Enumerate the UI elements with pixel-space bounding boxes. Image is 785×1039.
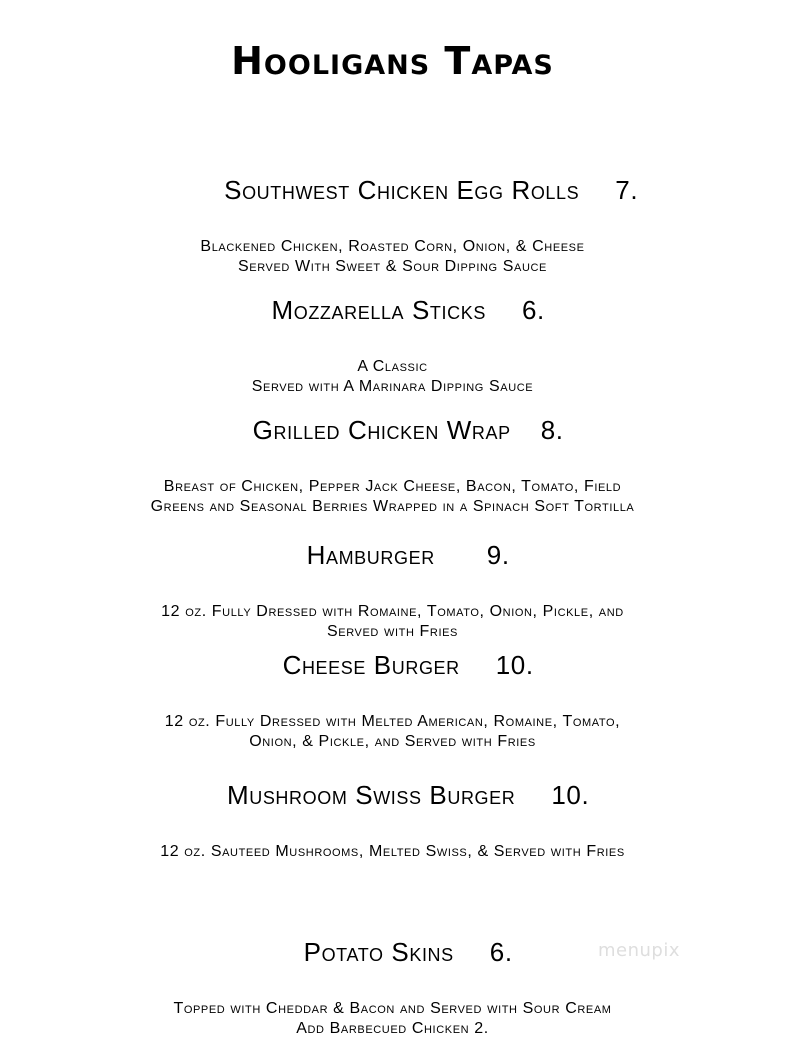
menu-title: Hooligans Tapas bbox=[231, 39, 554, 83]
watermark: menupix bbox=[597, 940, 680, 961]
menu-item-header bbox=[0, 265, 785, 355]
menu-item bbox=[0, 145, 785, 277]
menu-item-price: 6. bbox=[489, 937, 513, 967]
menu-item-name: Potato Skins bbox=[303, 937, 454, 967]
menu-item-name: Southwest Chicken Egg Rolls bbox=[224, 175, 580, 205]
menu-item-description: Served With Sweet & Sour Dipping Sauce bbox=[238, 258, 547, 275]
menu-item-header bbox=[0, 510, 785, 600]
menu-item bbox=[0, 265, 785, 397]
menu-item-description: Served with Fries bbox=[326, 623, 458, 640]
menu-item-description: Breast of Chicken, Pepper Jack Cheese, Bacon, Tomato, Field bbox=[163, 478, 622, 495]
menu-item bbox=[0, 620, 785, 752]
menu-item-price: 9. bbox=[486, 540, 510, 570]
menu-item-name: Mushroom Swiss Burger bbox=[226, 780, 516, 810]
menu-item-description: 12 oz. Sauteed Mushrooms, Melted Swiss, & Served with Fries bbox=[160, 843, 625, 860]
menu-item-description: A Classic bbox=[357, 358, 428, 375]
menu-item-description: 12 oz. Fully Dressed with Romaine, Tomato, Onion, Pickle, and bbox=[161, 603, 624, 620]
menu-item-description: Greens and Seasonal Berries Wrapped in a Spinach Soft Tortilla bbox=[150, 498, 635, 515]
menu-item-header bbox=[0, 750, 785, 840]
menu-item-header bbox=[0, 145, 785, 235]
menu-item bbox=[0, 907, 785, 1039]
menu-item-price: 6. bbox=[521, 295, 545, 325]
menu-item-description: Served with A Marinara Dipping Sauce bbox=[251, 378, 534, 395]
menu-item-name: Cheese Burger bbox=[282, 650, 460, 680]
menu-item-name: Grilled Chicken Wrap bbox=[252, 415, 511, 445]
menu-item-price: 8. bbox=[540, 415, 564, 445]
menu-item-description: 12 oz. Fully Dressed with Melted American, Romaine, Tomato, bbox=[164, 713, 621, 730]
menu-item-description: Onion, & Pickle, and Served with Fries bbox=[249, 733, 536, 750]
menu-item-name: Hamburger bbox=[306, 540, 435, 570]
menu-item-description: Add Barbecued Chicken 2. bbox=[296, 1020, 489, 1037]
menu-item-price: 7. bbox=[615, 175, 639, 205]
menu-item-price: 10. bbox=[495, 650, 534, 680]
menu-item-name: Mozzarella Sticks bbox=[271, 295, 486, 325]
menu-item bbox=[0, 385, 785, 517]
menu-item-header bbox=[0, 620, 785, 710]
menu-item-header bbox=[0, 385, 785, 475]
menu-item-price: 10. bbox=[551, 780, 590, 810]
menu-item-description: Blackened Chicken, Roasted Corn, Onion, & Cheese bbox=[200, 238, 585, 255]
menu-item bbox=[0, 750, 785, 862]
menu-item-description: Topped with Cheddar & Bacon and Served with Sour Cream bbox=[173, 1000, 612, 1017]
